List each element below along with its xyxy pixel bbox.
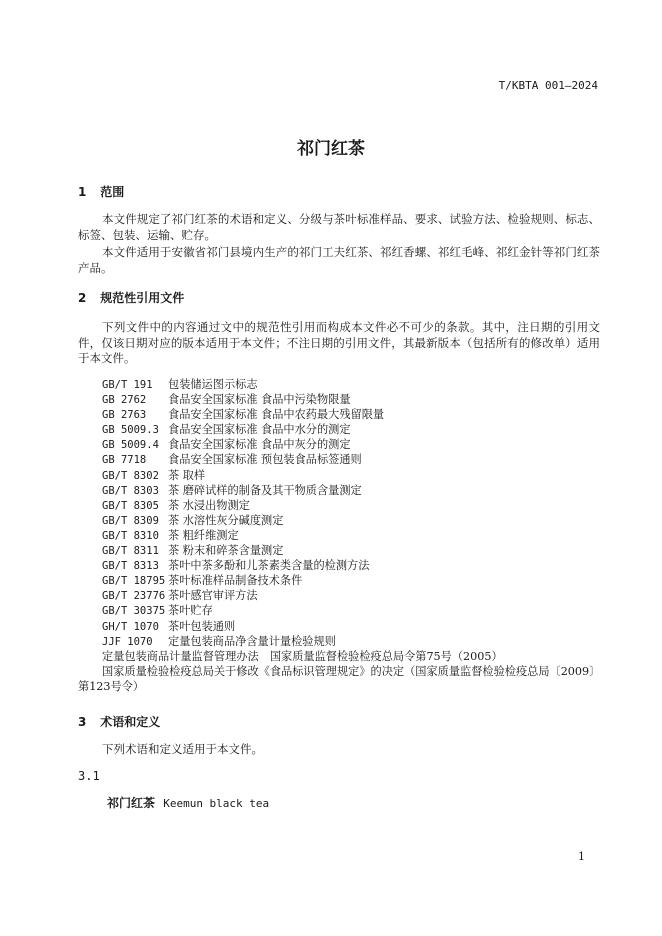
section-number: 1 <box>78 185 87 199</box>
section-number: 3 <box>78 715 87 729</box>
reference-item <box>78 407 608 422</box>
reference-title: 茶 水溶性灰分碱度测定 <box>168 513 284 527</box>
reference-code: GB/T 8303 <box>102 484 159 497</box>
reference-item-regulation: 定量包装商品计量监督管理办法 国家质量监督检验检疫总局令第75号（2005） <box>102 649 503 663</box>
reference-code: GB/T 8302 <box>102 469 159 482</box>
scope-paragraph-2: 本文件适用于安徽省祁门县境内生产的祁门工夫红茶、祁红香螺、祁红毛峰、祁红金针等祁门红茶产品。 <box>78 245 600 275</box>
reference-code: GB/T 8313 <box>102 560 159 573</box>
section-title: 术语和定义 <box>100 715 161 729</box>
reference-code: GB 2763 <box>102 409 147 422</box>
reference-code: GH/T 1070 <box>102 620 159 633</box>
reference-title: 茶 磨碎试样的制备及其干物质含量测定 <box>168 483 362 497</box>
reference-item <box>78 558 608 573</box>
normative-reference-list <box>78 377 608 694</box>
reference-item <box>78 452 608 467</box>
reference-item <box>78 483 608 498</box>
reference-code: GB/T 191 <box>102 379 153 391</box>
reference-item <box>78 573 608 588</box>
reference-title: 定量包装商品净含量计量检验规则 <box>168 634 336 648</box>
section-1-heading <box>78 183 124 200</box>
reference-item-decision: 国家质量检验检疫总局关于修改《食品标识管理规定》的决定（国家质量监督检验检疫总局〔2009〕第123号令） <box>78 664 601 693</box>
term-chinese: 祁门红茶 <box>107 796 156 810</box>
reference-title: 茶 粉末和碎茶含量测定 <box>168 544 284 558</box>
reference-code: GB 7718 <box>102 454 147 467</box>
term-english: Keemun black tea <box>163 797 270 810</box>
reference-title: 食品安全国家标准 食品中污染物限量 <box>168 393 351 407</box>
reference-title: 包装储运图示标志 <box>168 378 258 391</box>
scope-paragraph-1: 本文件规定了祁门红茶的术语和定义、分级与茶叶标准样品、要求、试验方法、检验规则、标志、标签、包装、运输、贮存。 <box>78 212 600 242</box>
section-title: 规范性引用文件 <box>100 291 185 305</box>
standard-code: T/KBTA 001—2024 <box>498 79 598 92</box>
reference-item <box>78 603 608 618</box>
reference-code: GB/T 23776 <box>102 590 166 603</box>
reference-item <box>78 392 608 407</box>
reference-item <box>78 377 608 392</box>
reference-code: GB 2762 <box>102 394 147 407</box>
section-title: 范围 <box>100 185 125 199</box>
reference-code: GB/T 30375 <box>102 605 166 618</box>
reference-code: GB 5009.4 <box>102 439 159 452</box>
normative-intro: 下列文件中的内容通过文中的规范性引用而构成本文件必不可少的条款。其中，注日期的引用文件，仅该日期对应的版本适用于本文件；不注日期的引用文件，其最新版本（包括所有的修改单）适用于本文件。 <box>78 320 600 365</box>
reference-item <box>78 498 608 513</box>
document-title: 祁门红茶 <box>297 139 365 159</box>
reference-item <box>78 468 608 483</box>
reference-item <box>78 619 608 634</box>
reference-item <box>78 528 608 543</box>
reference-code: GB 5009.3 <box>102 424 159 437</box>
reference-title: 食品安全国家标准 预包装食品标签通则 <box>168 453 362 467</box>
section-number: 2 <box>78 291 87 305</box>
page-number: 1 <box>578 850 585 863</box>
reference-item <box>78 543 608 558</box>
section-3-heading <box>78 713 160 730</box>
reference-code: GB/T 8310 <box>102 529 159 542</box>
reference-title: 茶叶标准样品制备技术条件 <box>168 574 303 588</box>
reference-code: JJF 1070 <box>102 635 153 648</box>
reference-item <box>78 588 608 603</box>
reference-item <box>78 513 608 528</box>
subclause-number: 3.1 <box>78 769 100 783</box>
reference-title: 茶 水浸出物测定 <box>168 498 250 512</box>
reference-title: 茶叶包装通则 <box>168 619 236 633</box>
reference-title: 茶叶感官审评方法 <box>168 589 258 603</box>
reference-title: 茶叶中茶多酚和儿茶素类含量的检测方法 <box>168 559 370 573</box>
reference-title: 茶叶贮存 <box>168 604 213 618</box>
reference-code: GB/T 18795 <box>102 575 166 588</box>
reference-title: 茶 粗纤维测定 <box>168 528 239 542</box>
reference-item <box>78 437 608 452</box>
reference-code: GB/T 8305 <box>102 499 159 512</box>
section-2-heading <box>78 289 184 306</box>
term-entry <box>107 794 269 811</box>
reference-title: 食品安全国家标准 食品中水分的测定 <box>168 423 351 437</box>
reference-code: GB/T 8309 <box>102 514 159 527</box>
reference-title: 食品安全国家标准 食品中农药最大残留限量 <box>168 408 385 422</box>
reference-item <box>78 634 608 649</box>
terms-intro: 下列术语和定义适用于本文件。 <box>102 742 263 756</box>
reference-item <box>78 422 608 437</box>
reference-title: 食品安全国家标准 食品中灰分的测定 <box>168 438 351 452</box>
reference-code: GB/T 8311 <box>102 545 159 558</box>
reference-title: 茶 取样 <box>168 468 206 482</box>
